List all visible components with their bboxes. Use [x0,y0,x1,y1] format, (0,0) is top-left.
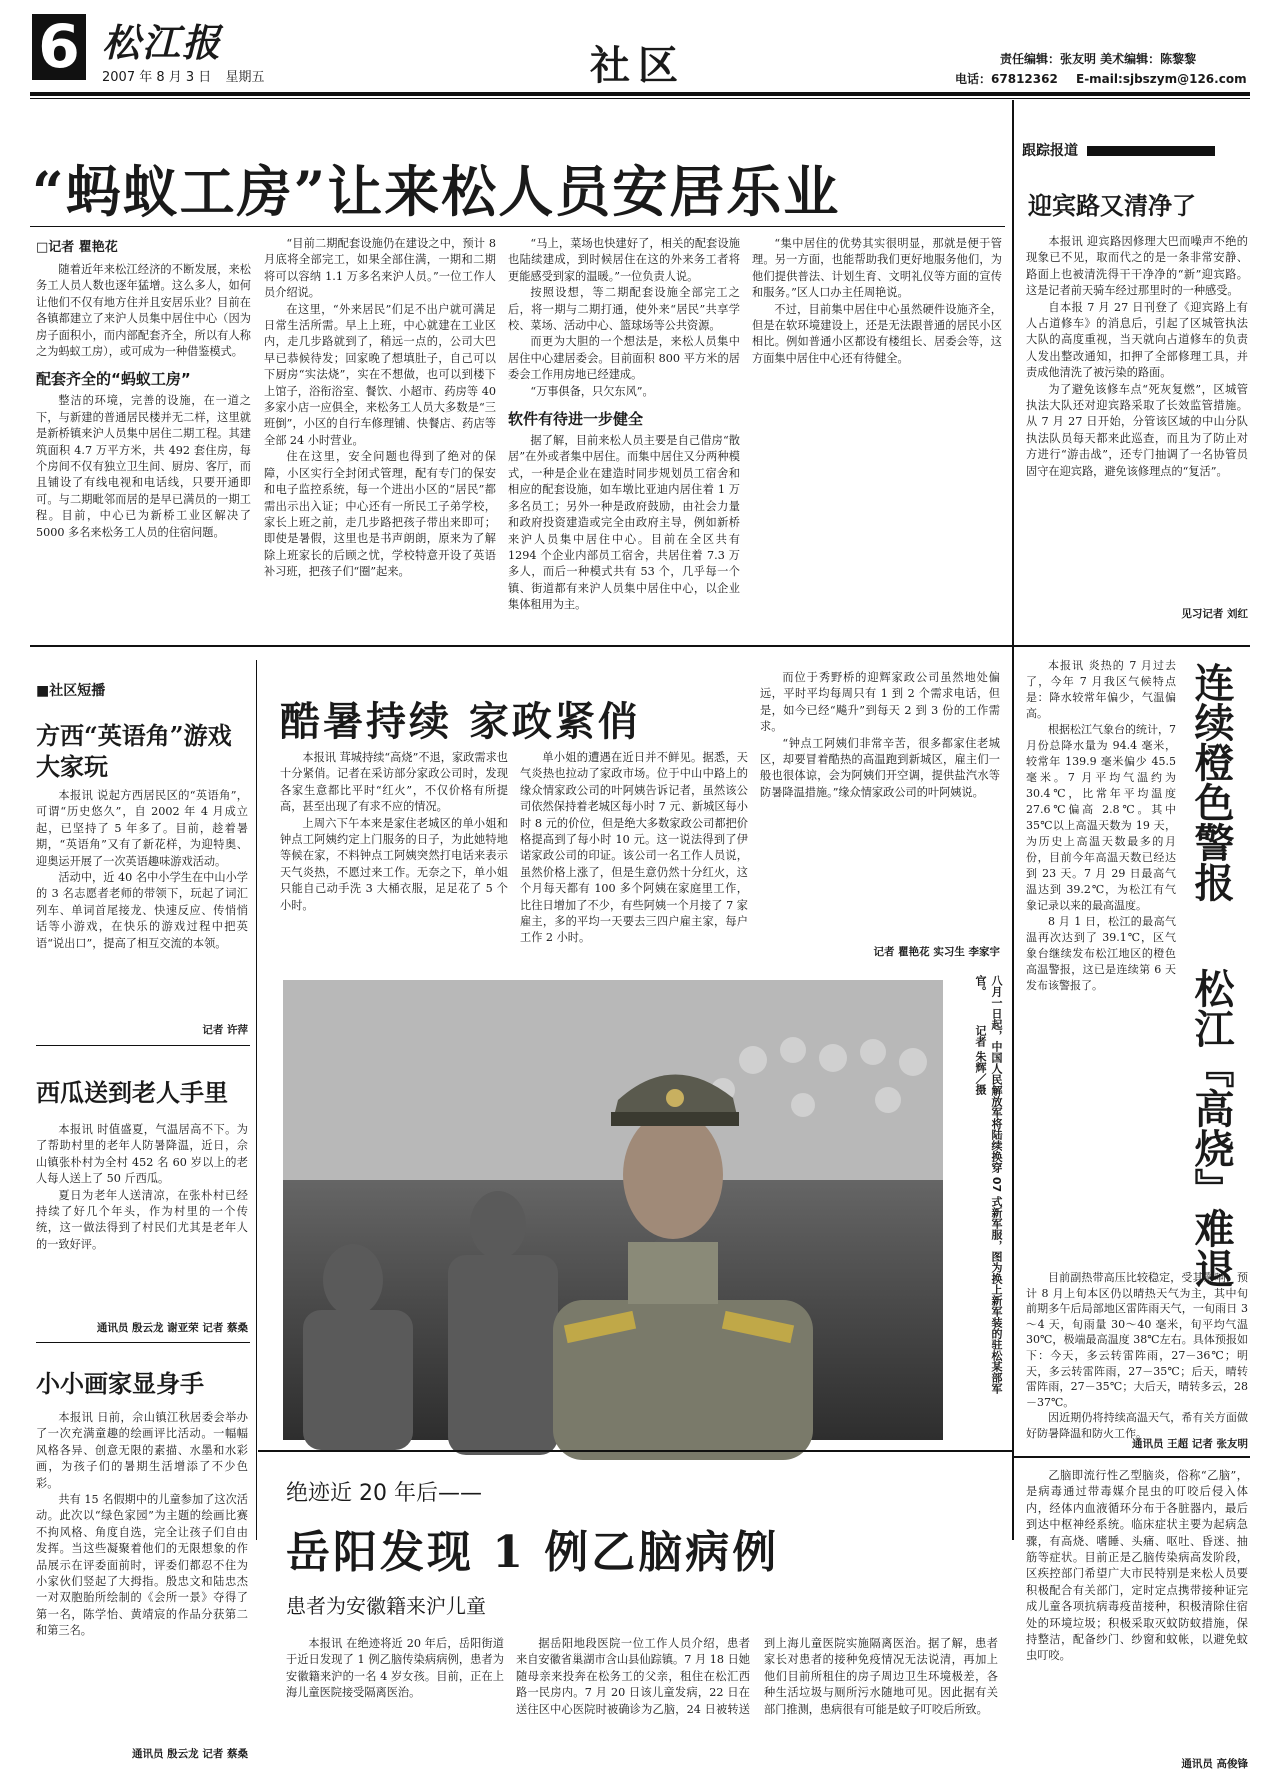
lead-paragraph: “马上，菜场也快建好了，相关的配套设施也陆续建成，到时候居住在这的外来务工者将更能感受到家的温暖。”一位负责人说。 [508,237,740,283]
encephalitis-headline: 岳阳发现 1 例乙脑病例 [286,1527,780,1578]
brief-1-byline: 记者 许萍 [202,1024,248,1036]
brief-paragraph: 本报讯 说起方西居民区的“英语角”，可谓“历史悠久”，自 2002 年 4 月成立起，已坚持了 5 年多了。目前，趁着暑期，“英语角”又有了新花样，为迎特奥、迎奥运开展了一次英语趣味游戏活动。 [36,789,248,868]
brief-3-body [36,1410,248,1748]
lead-paragraph: 在这里，“外来居民”们足不出户就可满足日常生活所需。早上上班，中心就建在工业区内，走几步路就到了，稍远一点的，公司大巴早已恭候待发；回家晚了想填肚子，自己可以下厨房“实法烧”，实在不想做，也可以到楼下上馆子，浴衔浴室、餐饮、小超市、药房等 40 多家小店一应俱全，来松务工人员大多数是“三班倒”，小区的自行车修理铺、快餐店、药店等全部 24 小时营业。 [264,302,496,447]
follow-byline: 见习记者 刘红 [1181,608,1248,620]
lead-paragraph: 不过，目前集中居住中心虽然硬件设施齐全，但是在软环境建设上，还是无法跟普通的居民小区相比。例如普通小区都设有楼组长、居委会等，这方面集中居住中心还有待健全。 [752,302,1002,365]
housekeeping-col-2 [520,750,748,960]
header-rule-thin [30,98,1250,99]
brief-paragraph: 本报讯 时值盛夏，气温居高不下。为了帮助村里的老年人防暑降温，近日，佘山镇张朴村为全村 452 名 60 岁以上的老人每人送上了 50 斤西瓜。 [36,1123,248,1186]
heat-paragraph: 目前副热带高压比较稳定，受其影响，预计 8 月上旬本区仍以晴热天气为主，其中旬前期多午后局部地区雷阵雨天气，一旬雨日 3～4 天，旬雨量 30～40 毫米，旬平均气温 30℃，极端最高温度 38℃左右。具体预报如下：今天，多云转雷阵雨，27－36℃；明天，多云转雷阵雨，27－35℃；后天，晴转雷阵雨，27－35℃；大后天，晴转多云，28－37℃。 [1026,1271,1248,1409]
encephalitis-deck: 患者为安徽籍来沪儿童 [286,1594,486,1618]
follow-headline: 迎宾路又清净了 [1028,191,1196,220]
heat-body-2 [1026,1270,1248,1440]
lead-paragraph: “目前二期配套设施仍在建设之中，预计 8 月底将全部完工，如果全部住满，一期和二期将可以容纳 1.1 万多名来沪人员。”一位工作人员介绍说。 [264,237,496,300]
lead-col-4 [752,236,1002,640]
lead-col-2 [264,236,496,640]
lead-paragraph: 据了解，目前来松人员主要是自己借房“散居”在外或者集中居住。而集中居住又分两种模式，一种是企业在建造时同步规划员工宿舍和相应的配套设施，如车墩比亚迪内居住着 1 万多名员工；另外一种是政府鼓励，由社会力量和政府投资建造或完全由政府主导，例如新桥来沪人员集中居住中心。目前在全区共有 1294 个企业内部员工宿舍，共居住着 7.3 万多人，而后一种模式共有 53 个，几乎每一个镇、街道都有来沪人员集中居住中心，以企业集体租用为主。 [508,434,740,612]
brief-1-body [36,788,248,1020]
briefs-label: ■社区短播 [36,683,106,699]
lead-paragraph: 而更为大胆的一个想法是，来松人员集中居住中心建居委会。目前面积 800 平方米的居委会工作用房地已经建成。 [508,335,740,382]
lead-byline: □记者 瞿艳花 [36,240,118,255]
brief-2-byline: 通讯员 殷云龙 谢亚荣 记者 蔡桑 [96,1322,248,1334]
issue-date [102,66,264,85]
brief-rule [36,1045,250,1046]
housekeeping-paragraph: 单小姐的遭遇在近日并不鲜见。据悉，天气炎热也拉动了家政市场。位于中山中路上的缘众情家政公司的叶阿姨告诉记者，虽然该公司依然保持着老城区每小时 7 元、新城区每小时 8 元的价位，但是绝大多数家政公司都把价格提高到了每小时 10 元。这一说法得到了伊诺家政公司的印证。该公司一名工作人员说，虽然价格上涨了，但是生意仍然十分红火，这个月每天都有 100 多个阿姨在家庭里工作，比往日增加了不少，有些阿姨一个月接了 7 家雇主，多的平均一天要去三四户雇主家，每户工作 2 小时。 [520,751,748,945]
brief-3-headline: 小小画家显身手 [36,1369,204,1398]
lead-subhead-2: 软件有待进一步健全 [508,410,644,429]
lead-paragraph: “万事俱备，只欠东风”。 [530,384,654,398]
section-title: 社区 [590,42,686,89]
encephalitis-col-1 [286,1636,504,1766]
follow-bottom-rule [1014,645,1250,647]
caption-credit: 记者 朱辉／摄 [974,1024,987,1095]
masthead-logo: 松江报 [102,20,223,65]
lead-paragraph: 住在这里，安全问题也得到了绝对的保障，小区实行全封闭式管理，配有专门的保安和电子监控系统，每一个进出小区的“居民”都需出示出入证；中心还有一所民工子弟学校，家长上班之前，走几步路把孩子带出来即可；即使是暑假，这里也是书声朗朗，原来为了解除上班家长的后顾之忧，学校特意开设了英语补习班，把孩子们“圈”起来。 [264,450,496,579]
lead-col-3 [508,236,740,640]
heat-headline-a: 连续橙色警报 [1188,662,1235,902]
header-rule [30,92,1250,96]
encephalitis-col-3 [1026,1468,1248,1758]
encephalitis-kicker: 绝迹近 20 年后—— [286,1481,482,1506]
housekeeping-paragraph: 而位于秀野桥的迎辉家政公司虽然地处偏远，平时平均每周只有 1 到 2 个需求电话，但是，如今已经“飚升”到每天 2 到 3 份的工作需求。 [760,671,1000,734]
brief-paragraph: 本报讯 日前，佘山镇江秋居委会举办了一次充满童趣的绘画评比活动。一幅幅风格各异、创意无限的素描、水墨和水彩画，为孩子们的暑期生活增添了不少色彩。 [36,1411,248,1490]
lead-subhead-1: 配套齐全的“蚂蚁工房” [36,370,191,389]
label-bar-icon [1087,146,1215,156]
brief-paragraph: 共有 15 名假期中的儿童参加了这次活动。此次以“绿色家园”为主题的绘画比赛不拘风格、角度自选，完全让孩子们自由发挥。当这些凝聚着他们的无限想象的作品展示在评委面前时，评委们都忍不住为小家伙们竖起了大拇指。殷忠文和陆忠杰一对双胞胎所绘制的《会所一景》夺得了第一名，陈学怡、黄靖宸的作品分获第二和第三名。 [36,1493,248,1638]
heat-paragraph: 根据松江气象台的统计，7 月份总降水量为 94.4 毫米，较常年 139.9 毫米偏少 45.5 毫米。7 月平均气温约为 30.4℃，比常年平均温度 27.6℃偏高 2.8℃。其中 35℃以上高温天数为 19 天，为历史上高温天数最多的月份，目前今年高温天数已经达到 23 天。7 月 29 日最高气温达到 39.2℃，为松江有气象记录以来的最高温度。 [1026,723,1176,912]
brief-paragraph: 夏日为老年人送清凉，在张朴村已经持续了好几个年头，作为村里的一个传统，这一做法得到了村民们尤其是老年人的一致好评。 [36,1188,248,1251]
heat-headline-b: 松江『高烧』难退 [1188,968,1235,1288]
brief-paragraph: 活动中，近 40 名中小学生在中山小学的 3 名志愿者老师的带领下，玩起了词汇列车、单词首尾接龙、快速反应、传悄悄话等小游戏，在快乐的游戏过程中把英语“说出口”，提高了相互交流的本领。 [36,871,248,950]
lead-paragraph: 整洁的环境，完善的设施，在一道之下，与新建的普通居民楼并无二样，这里就是新桥镇来沪人员集中居住二期工程。其建筑面积 4.7 万平方米，共 492 套住房，每个房间不仅有独立卫生间、厨房、客厅，而且铺设了有线电视和电话线，只要开通即可。与二期毗邻而居的是早已满员的一期工程。目前，中心已为新桥工业区解决了 5000 多名来松务工人员的住宿问题。 [36,394,251,539]
lead-bottom-rule [30,645,1012,647]
weekday-text: 星期五 [225,70,265,85]
page-number-box: 6 [32,14,86,80]
follow-body [1026,234,1248,604]
encephalitis-byline: 通讯员 高俊锋 [1181,1758,1248,1770]
brief-3-byline: 通讯员 殷云龙 记者 蔡桑 [132,1748,248,1760]
encephalitis-paragraph: 乙脑即流行性乙型脑炎，俗称“乙脑”，是病毒通过带毒媒介昆虫的叮咬后侵入体内，经体内血液循环分布于各脏器内，最后到达中枢神经系统。临床症状主要为起病急骤，有高烧、嗜睡、头痛、呕吐、昏迷、抽筋等症状。目前正是乙脑传染病高发阶段，区疾控部门希望广大市民特别是来松人员要积极配合有关部门，定时定点携带接种证完成儿童各项抗病毒疫苗接种，积极清除住宿处的环境垃圾；积极采取灭蚊防蚊措施，保持整洁，配备纱门、纱窗和蚊帐，以避免蚊虫叮咬。 [1026,1469,1248,1663]
photo-illustration [283,980,943,1440]
bottom-section-rule [258,1450,1012,1452]
brief-2-body [36,1122,248,1318]
follow-label [1022,140,1215,160]
brief-rule [36,1342,250,1343]
heat-paragraph: 因近期仍将持续高温天气，希有关方面做好防暑降温和防火工作。 [1026,1411,1248,1440]
heat-paragraph: 本报讯 炎热的 7 月过去了，今年 7 月我区气候特点是：降水较常年偏少，气温偏高。 [1026,659,1176,720]
housekeeping-byline: 记者 瞿艳花 实习生 李家宇 [873,946,1000,958]
brief-1-headline: 方西“英语角”游戏大家玩 [36,721,232,781]
housekeeping-paragraph: “钟点工阿姨们非常辛苦，很多都家住老城区，却要冒着酷热的高温跑到新城区，雇主们一般也很体谅，会为阿姨们开空调，提供盐汽水等防暑降温措施。”缘众情家政公司的叶阿姨说。 [760,736,1000,799]
lead-paragraph: 按照设想，等二期配套设施全部完工之后，将一期与二期打通，使外来“居民”共享学校、菜场、活动中心、篮球场等公共资源。 [508,286,740,333]
email-label: E-mail: [1076,72,1123,86]
contact-line [955,70,1247,87]
encephalitis-paragraph: 据岳阳地段医院一位工作人员介绍，患者来自安徽省巢湖市含山县仙踪镇。7 月 18 日她随母亲来投奔在松务工的父亲，租住在松汇西路一民房内。7 月 20 日该儿童发病，22 日在送往区中心医院时被确诊为乙脑，24 日被转送到上海儿童医院实施隔离医治。据了解，患者家长对患者的接种免疫情况无法说清，再加上他们目前所租住的房子周边卫生环境极差，各种生活垃圾与厕所污水随地可见。因此据有关部门推测，患病很有可能是蚊子叮咬后所致。 [516,1637,998,1716]
heat-bottom-rule [1014,1456,1250,1458]
photo-caption [952,975,1004,1415]
heat-paragraph: 8 月 1 日，松江的最高气温再次达到了 39.1℃，区气象台继续发布松江地区的橙色高温警报，这已是连续第 6 天发布该警报了。 [1026,915,1176,992]
housekeeping-col-3 [760,670,1000,940]
lead-headline: “蚂蚁工房”让来松人员安居乐业 [32,159,841,224]
encephalitis-col-2 [516,1636,998,1766]
phone-label: 电话： [955,72,992,86]
right-column-rule [1012,100,1014,1540]
phone-number: 67812362 [991,72,1058,86]
follow-paragraph: 自本报 7 月 27 日刊登了《迎宾路上有人占道修车》的消息后，引起了区城管执法大队的高度重视，当天就向占道修车的负责人发出整改通知，扣押了全部修理工具，并责成他清洗了被污染的路面。 [1026,300,1248,380]
email-address: sjbszym@126.com [1122,72,1247,86]
lead-intro: 随着近年来松江经济的不断发展，来松务工人员人数也逐年猛增。这么多人，如何让他们不仅有地方住并且安居乐业？目前在各镇都建立了来沪人员集中居住中心（因为房子面积小，而内部配套齐全，所以有人称之为蚂蚁工房），或可成为一种借鉴模式。 [36,263,251,359]
follow-label-text: 跟踪报道 [1022,143,1078,159]
housekeeping-paragraph: 上周六下午本来是家住老城区的单小姐和钟点工阿姨约定上门服务的日子，为此她特地等候在家，不料钟点工阿姨突然打电话来表示天气炎热，不愿过来工作。无奈之下，单小姐只能自己动手洗 3 大桶衣服，足足花了 5 个小时。 [280,816,508,912]
briefs-rule [256,660,257,1540]
housekeeping-headline: 酷暑持续 家政紧俏 [280,698,641,745]
caption-text: 八月一日起，中国人民解放军将陆续换穿 07 式新军服，图为换上新军装的驻松某部军官。 [974,975,1003,1394]
encephalitis-paragraph: 本报讯 在绝迹将近 20 年后，岳阳街道于近日发现了 1 例乙脑传染病病例，患者为安徽籍来沪的一名 4 岁女孩。目前，正在上海儿童医院接受隔离医治。 [286,1637,504,1700]
housekeeping-col-1 [280,750,508,960]
follow-paragraph: 本报讯 迎宾路因修理大巴而噪声不绝的现象已不见，取而代之的是一条非常安静、路面上也被清洗得干干净净的“新”迎宾路。这是记者前天骑车经过那里时的一种感受。 [1026,235,1248,298]
editor-credits: 责任编辑：张友明 美术编辑：陈黎黎 [1000,52,1197,66]
date-text: 2007 年 8 月 3 日 [102,70,212,85]
brief-2-headline: 西瓜送到老人手里 [36,1078,228,1107]
soldiers-photo [283,980,943,1440]
lead-col-1 [36,262,251,640]
lead-paragraph: “集中居住的优势其实很明显，那就是便于管理。另一方面，也能帮助我们更好地服务他们，为他们提供普法、计划生育、文明礼仪等方面的宣传和服务。”区人口办主任周艳说。 [752,237,1002,300]
heat-byline: 通讯员 王超 记者 张友明 [1132,1438,1248,1450]
housekeeping-paragraph: 本报讯 茸城持续“高烧”不退，家政需求也十分紧俏。记者在采访部分家政公司时，发现各家生意都比平时“红火”，不仅价格有所提高，甚至出现了有求不应的情况。 [280,751,508,814]
follow-paragraph: 为了避免该修车点“死灰复燃”，区城管执法大队还对迎宾路采取了长效监管措施。从 7 月 27 日开始，分管该区域的中山分队执法队员每天都来此巡查，而且为了防止对方进行“游击战”，还专门抽调了一名协管员固守在迎宾路，避免该修理点的“复活”。 [1026,382,1248,478]
lead-rule [30,226,1005,227]
